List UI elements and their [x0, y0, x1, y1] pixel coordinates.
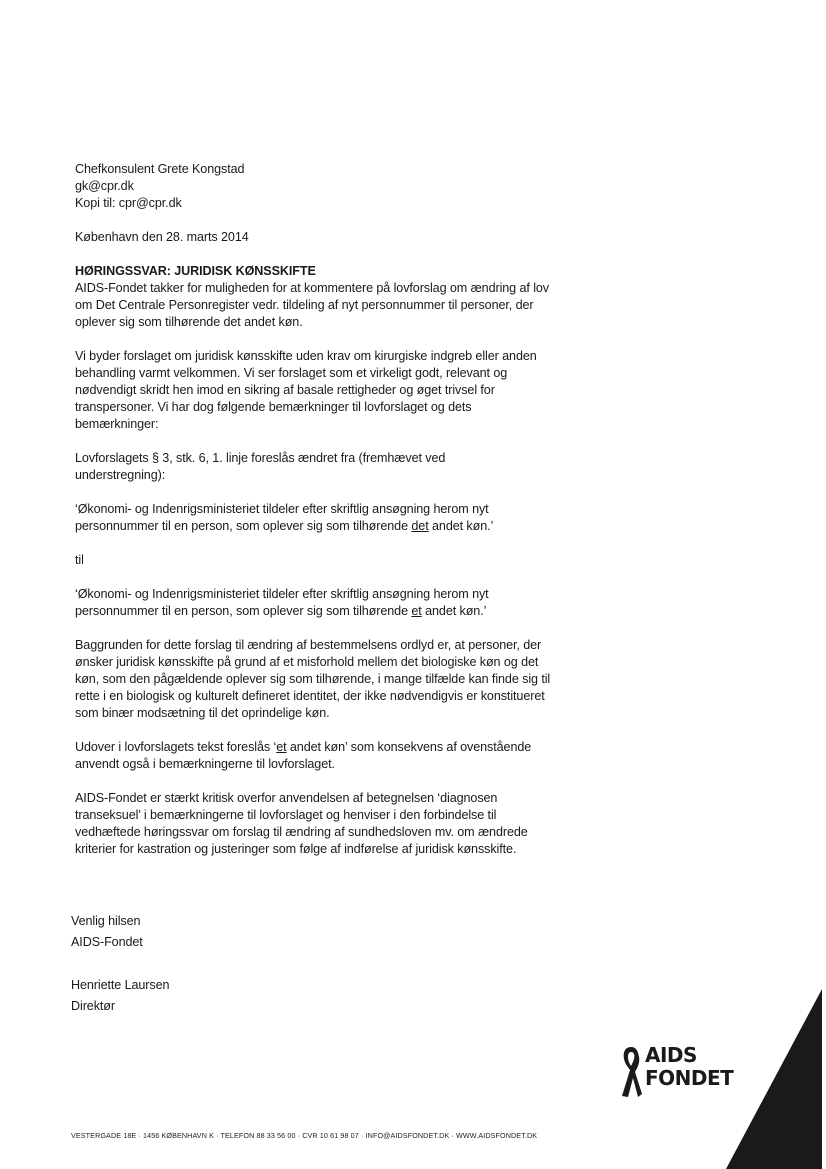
logo-wordmark — [645, 1044, 733, 1090]
quote-original — [75, 501, 535, 535]
paragraph-proposal: Lovforslagets § 3, stk. 6, 1. linje foreslås ændret fra (fremhævet ved understregning): — [75, 451, 446, 482]
paragraph-welcome: Vi byder forslaget om juridisk kønsskifte uden krav om kirurgiske indgreb eller anden behandling varmt velkommen. Vi ser forslaget som et virkeligt godt, relevant og nødvendigt skridt hen imod en sikring af basale rettigheder og øget trivsel for transpersoner. Vi har dog følgende bemærkninger til lovforslaget og dets bemærkninger: — [75, 349, 537, 431]
recipient-email: gk@cpr.dk — [75, 179, 134, 193]
quote-proposed-text: ‘Økonomi- og Indenrigsministeriet tildeler efter skriftlig ansøgning herom nyt personnummer til en person, som oplever sig som tilhørende — [75, 587, 489, 618]
quote-original-end: andet køn.’ — [428, 519, 494, 533]
corner-triangle-decoration — [726, 989, 826, 1169]
footer-contact: VESTERGADE 18E · 1456 KØBENHAVN K · TELEFON 88 33 56 00 · CVR 10 61 98 07 · INFO@AIDSFONDET.DK · WWW.AIDSFONDET.DK — [71, 1131, 538, 1140]
aids-fondet-logo — [620, 1043, 734, 1100]
ribbon-icon — [620, 1046, 642, 1098]
signer-title: Direktør — [71, 999, 115, 1013]
paragraph-background: Baggrunden for dette forslag til ændring af bestemmelsens ordlyd er, at personer, der ønsker juridisk kønsskifte på grund af et misforhold mellem det biologiske køn og det køn, som den pågældende oplever sig som tilhørende, i mange tilfælde kan finde sig til rette i en biologisk og kulturelt defineret identitet, der ikke nødvendigvis er konstitueret som binær modsætning til det oprindelige køn. — [75, 638, 551, 720]
quote-proposed-end: andet køn.’ — [421, 604, 487, 618]
quote-proposed — [75, 586, 535, 620]
til-word: til — [75, 553, 84, 567]
paragraph-also-underlined: et — [276, 740, 287, 754]
logo-line-aids: AIDS — [645, 1043, 697, 1067]
letter-heading: HØRINGSSVAR: JURIDISK KØNSSKIFTE — [75, 264, 316, 278]
paragraph-critique: AIDS-Fondet er stærkt kritisk overfor anvendelsen af betegnelsen ‘diagnosen transeksuel’ i bemærkningerne til lovforslaget og henviser i den forbindelse til vedhæftede høringssvar om forslag til ændring af sundhedsloven mv. om ændrede kriterier for kastration og justeringer som følge af indførelse af juridisk kønsskifte. — [75, 791, 528, 856]
recipient-copy: Kopi til: cpr@cpr.dk — [75, 196, 182, 210]
closing-org: AIDS-Fondet — [71, 935, 143, 949]
intro-paragraph: AIDS-Fondet takker for muligheden for at kommentere på lovforslag om ændring af lov om Det Centrale Personregister vedr. tildeling af nyt personnummer til personer, der oplever sig som tilhørende det andet køn. — [75, 281, 549, 329]
quote-original-text: ‘Økonomi- og Indenrigsministeriet tildeler efter skriftlig ansøgning herom nyt personnummer til en person, som oplever sig som tilhørende — [75, 502, 489, 533]
logo-line-fondet: FONDET — [645, 1066, 734, 1090]
signer-name: Henriette Laursen — [71, 978, 170, 992]
paragraph-also-end: andet køn’ som konsekvens af ovenstående anvendt også i bemærkningerne til lovforslaget. — [75, 740, 532, 771]
paragraph-also-text: Udover i lovforslagets tekst foreslås ‘ — [75, 740, 277, 754]
quote-proposed-underlined: et — [411, 604, 422, 618]
quote-original-underlined: det — [411, 519, 429, 533]
recipient-name: Chefkonsulent Grete Kongstad — [75, 162, 245, 176]
paragraph-also — [75, 739, 553, 773]
closing-greeting: Venlig hilsen — [71, 914, 141, 928]
date-line: København den 28. marts 2014 — [75, 230, 249, 244]
